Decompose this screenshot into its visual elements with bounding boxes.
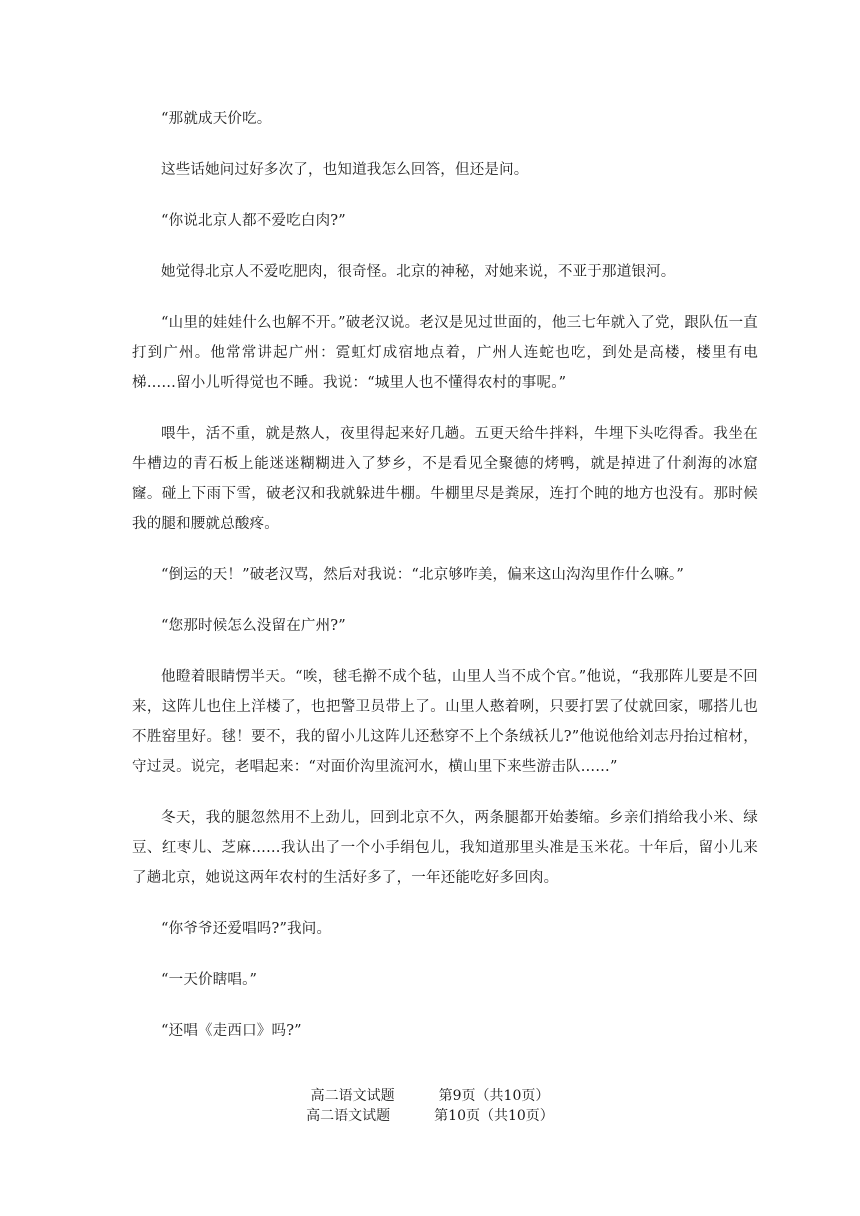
paragraph-1: “那就成天价吃。 [161,111,272,127]
paragraph-13: “还唱《走西口》吗?” [161,1023,302,1039]
footer-subject-1: 高二语文试题 [310,1088,395,1104]
paragraph-11: “你爷爷还爱唱吗?”我问。 [161,921,332,937]
footer-page-number-1: 第9页（共10页） [438,1088,550,1104]
paragraph-2: 这些话她问过好多次了，也知道我怎么回答，但还是问。 [161,162,529,178]
paragraph-12: “一天价瞎唱。” [161,972,258,988]
paragraph-9: 他瞪着眼睛愣半天。“唉，毬毛擀不成个毡，山里人当不成个官。”他说，“我那阵儿要是不回来，这阵儿也住上洋楼了，也把警卫员带上了。山里人憨着咧，只要打罢了仗就回家，哪搭儿也不胜窑里好。毬！要不，我的留小儿这阵儿还愁穿不上个条绒袄儿?”他说他给刘志丹抬过棺材，守过灵。说完，老唱起来：“对面价沟里流河水，横山里下来些游击队……” [132,669,758,775]
paragraph-8: “您那时候怎么没留在广州?” [161,618,346,634]
paragraph-5: “山里的娃娃什么也解不开。”破老汉说。老汉是见过世面的，他三七年就入了党，跟队伍一直打到广州。他常常讲起广州：霓虹灯成宿地点着，广州人连蛇也吃，到处是高楼，楼里有电梯……留小儿听得觉也不睡。我说：“城里人也不懂得农村的事呢。” [132,315,758,391]
footer-subject-2: 高二语文试题 [306,1108,391,1124]
paragraph-3: “你说北京人都不爱吃白肉?” [161,213,346,229]
page-footer-1 [0,1086,860,1106]
footer-page-number-2: 第10页（共10页） [434,1108,554,1124]
page-footer-2 [0,1106,860,1126]
paragraph-4: 她觉得北京人不爱吃肥肉，很奇怪。北京的神秘，对她来说，不亚于那道银河。 [161,264,676,280]
paragraph-7: “倒运的天！”破老汉骂，然后对我说：“北京够咋美，偏来这山沟沟里作什么嘛。” [161,567,684,583]
paragraph-6: 喂牛，活不重，就是熬人，夜里得起来好几趟。五更天给牛拌料，牛埋下头吃得香。我坐在牛槽边的青石板上能迷迷糊糊进入了梦乡，不是看见全聚德的烤鸭，就是掉进了什刹海的冰窟窿。碰上下雨下雪，破老汉和我就躲进牛棚。牛棚里尽是粪尿，连打个盹的地方也没有。那时候我的腿和腰就总酸疼。 [132,426,758,532]
story-text [132,104,758,1067]
paragraph-10: 冬天，我的腿忽然用不上劲儿，回到北京不久，两条腿都开始萎缩。乡亲们捎给我小米、绿豆、红枣儿、芝麻……我认出了一个小手绢包儿，我知道那里头准是玉米花。十年后，留小儿来了趟北京，她说这两年农村的生活好多了，一年还能吃好多回肉。 [132,810,758,886]
